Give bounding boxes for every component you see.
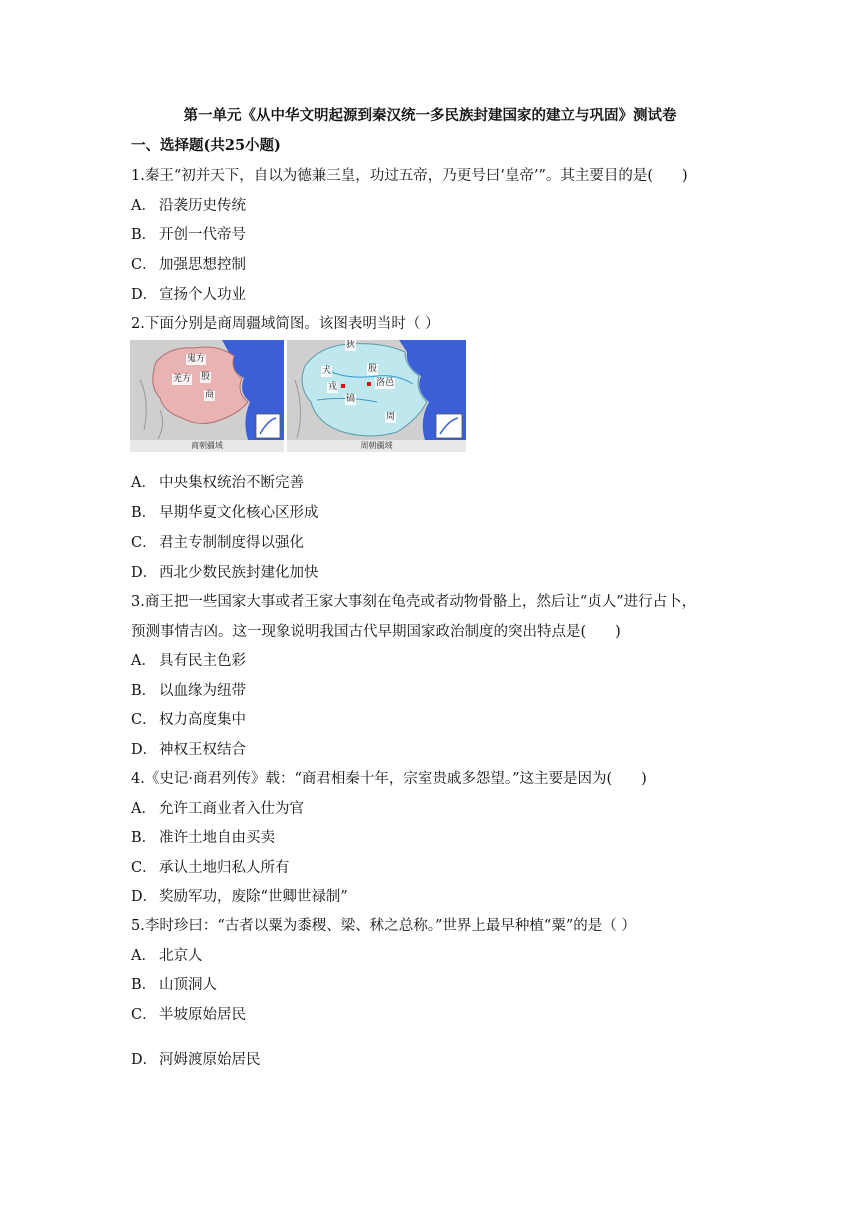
section-heading: 一、选择题(共25小题) (131, 137, 281, 154)
question-3-option-c: C． 权力高度集中 (131, 712, 246, 728)
question-2-option-a: A． 中央集权统治不断完善 (131, 475, 304, 491)
shang-map-label: 羌方 (173, 374, 192, 384)
question-4-option-d: D． 奖励军功，废除“世卿世禄制” (131, 889, 348, 905)
question-4-option-c: C． 承认土地归私人所有 (131, 860, 290, 876)
question-3-stem-continued: 预测事情吉凶。这一现象说明我国古代早期国家政治制度的突出特点是( ) (131, 624, 621, 640)
question-5-option-c: C． 半坡原始居民 (131, 1007, 246, 1023)
question-3-option-b: B． 以血缘为纽带 (131, 683, 246, 699)
zhou-map-label: 戎 (328, 382, 338, 392)
zhou-map-label: 犬 (322, 366, 332, 376)
question-3-option-a: A． 具有民主色彩 (131, 653, 246, 669)
shang-map-caption: 商朝疆域 (130, 440, 284, 452)
shang-map-label: 鬼方 (187, 354, 206, 364)
zhou-map-label: 殷 (368, 364, 378, 374)
shang-territory-map (130, 340, 284, 452)
question-1-option-c: C． 加强思想控制 (131, 257, 246, 273)
question-5-stem: 5.李时珍曰：“古者以粟为黍稷、梁、秫之总称。”世界上最早种植“粟”的是（ ） (131, 918, 636, 934)
zhou-map-label: 洛邑 (376, 378, 395, 388)
question-1-option-b: B． 开创一代帝号 (131, 227, 246, 243)
shang-map-label: 殷 (201, 372, 211, 382)
question-2-option-c: C． 君主专制制度得以强化 (131, 535, 304, 551)
question-1-stem: 1.秦王“初并天下，自以为德兼三皇，功过五帝，乃更号曰‘皇帝’”。其主要目的是( ) (131, 168, 688, 184)
zhou-map-label: 狄 (346, 340, 356, 350)
page-title: 第一单元《从中华文明起源到秦汉统一多民族封建国家的建立与巩固》测试卷 (183, 107, 677, 124)
zhou-map-label: 周 (386, 412, 396, 422)
question-5-option-d: D． 河姆渡原始居民 (131, 1052, 261, 1068)
question-1-option-d: D． 宣扬个人功业 (131, 287, 246, 303)
dynasty-maps-figure (130, 340, 466, 452)
zhou-map-graphic (287, 340, 466, 452)
question-4-stem: 4.《史记·商君列传》载：“商君相秦十年，宗室贵戚多怨望。”这主要是因为( ) (131, 771, 647, 787)
question-5-option-a: A． 北京人 (131, 948, 203, 964)
question-5-option-b: B． 山顶洞人 (131, 977, 217, 993)
shang-map-label: 商 (205, 390, 215, 400)
question-2-option-d: D． 西北少数民族封建化加快 (131, 565, 319, 581)
zhou-map-caption: 周朝疆域 (287, 440, 466, 452)
question-3-option-d: D． 神权王权结合 (131, 742, 246, 758)
question-4-option-a: A． 允许工商业者入仕为官 (131, 801, 304, 817)
question-3-stem: 3.商王把一些国家大事或者王家大事刻在龟壳或者动物骨骼上，然后让“贞人”进行占卜， (131, 594, 697, 610)
question-2-option-b: B． 早期华夏文化核心区形成 (131, 505, 319, 521)
zhou-map-label: 镐 (346, 394, 356, 404)
question-1-option-a: A． 沿袭历史传统 (131, 198, 246, 214)
question-2-stem: 2.下面分别是商周疆域简图。该图表明当时（ ） (131, 316, 440, 332)
zhou-territory-map (287, 340, 466, 452)
question-4-option-b: B． 准许土地自由买卖 (131, 830, 275, 846)
